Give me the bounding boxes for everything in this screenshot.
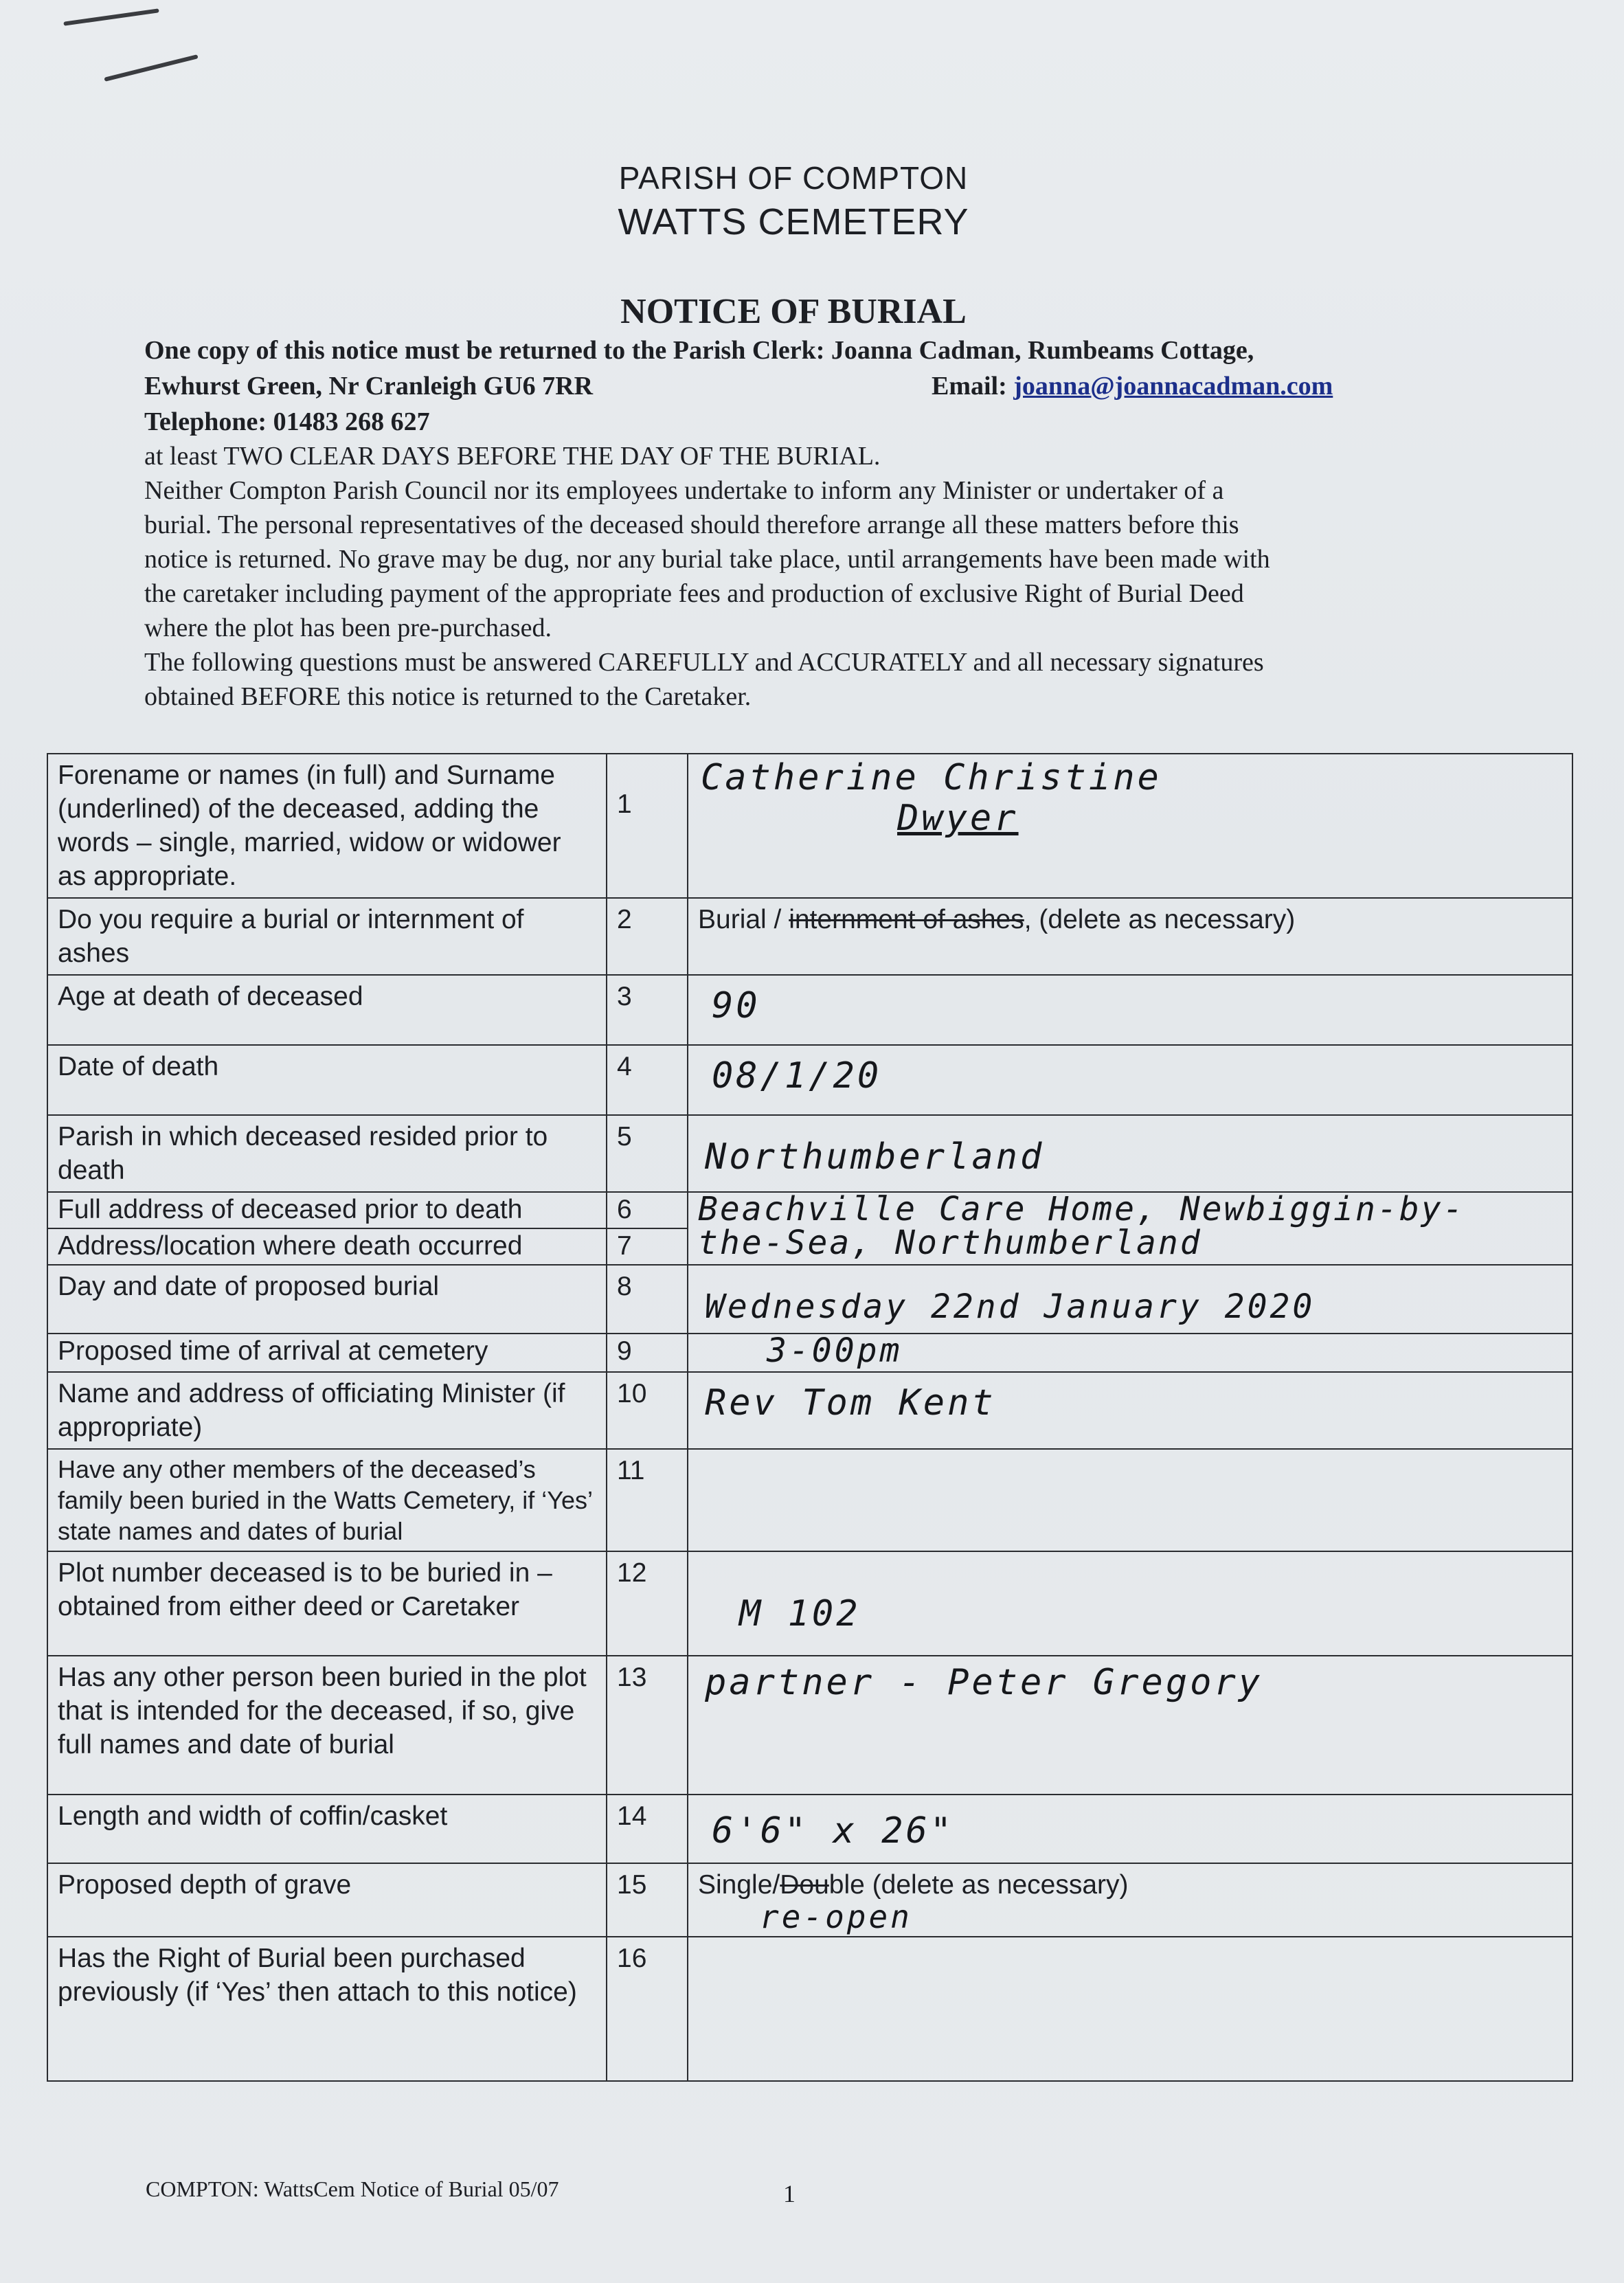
table-row [47, 1334, 1572, 1372]
row-number: 14 [607, 1795, 688, 1863]
question-cell: Forename or names (in full) and Surname (underlined) of the deceased, adding the words – single, married, widow or widower as appropriate. [47, 754, 607, 898]
handwritten-answer: Northumberland [705, 1136, 1045, 1178]
table-row [47, 1265, 1572, 1334]
table-row [47, 1656, 1572, 1795]
page-number: 1 [783, 2180, 796, 2207]
email-row [932, 371, 1333, 401]
instruction-line: The following questions must be answered CAREFULLY and ACCURATELY and all necessary signatures [144, 648, 1264, 677]
instruction-line: at least TWO CLEAR DAYS BEFORE THE DAY OF THE BURIAL. [144, 442, 881, 471]
handwritten-answer: 90 [712, 985, 760, 1026]
answer-cell[interactable] [688, 1331, 1572, 1372]
answer-cell[interactable] [688, 1863, 1572, 1937]
printed-option: Burial / [698, 905, 789, 934]
question-cell: Proposed depth of grave [47, 1863, 607, 1937]
row-number: 9 [607, 1334, 688, 1372]
question-cell: Full address of deceased prior to death [47, 1192, 607, 1228]
answer-cell[interactable] [688, 754, 1572, 898]
question-cell: Parish in which deceased resided prior to death [47, 1115, 607, 1192]
table-row [47, 1192, 1572, 1228]
row-number: 4 [607, 1045, 688, 1115]
question-cell: Address/location where death occurred [47, 1228, 607, 1265]
table-row [47, 1863, 1572, 1937]
handwritten-answer: M 102 [739, 1593, 861, 1634]
notice-title: NOTICE OF BURIAL [620, 292, 967, 331]
answer-cell[interactable] [688, 898, 1572, 975]
struck-option: Dou [780, 1870, 829, 1900]
handwritten-forenames: Catherine Christine [701, 757, 1162, 798]
row-number: 11 [607, 1449, 688, 1551]
instruction-line: where the plot has been pre-purchased. [144, 614, 552, 642]
handwritten-answer: Wednesday 22nd January 2020 [705, 1287, 1316, 1326]
handwritten-answer: Rev Tom Kent [705, 1382, 996, 1424]
handwritten-answer: partner - Peter Gregory [705, 1662, 1263, 1703]
table-row [47, 754, 1572, 898]
answer-cell[interactable] [688, 1045, 1572, 1115]
question-cell: Plot number deceased is to be buried in – obtained from either deed or Caretaker [47, 1551, 607, 1656]
row-number: 7 [607, 1228, 688, 1265]
answer-cell[interactable] [688, 1795, 1572, 1863]
handwritten-answer: re-open [760, 1898, 912, 1935]
row-number: 12 [607, 1551, 688, 1656]
row-number: 2 [607, 898, 688, 975]
handwritten-answer: the-Sea, Northumberland [698, 1224, 1202, 1262]
question-cell: Length and width of coffin/casket [47, 1795, 607, 1863]
question-cell: Date of death [47, 1045, 607, 1115]
instruction-line: burial. The personal representatives of the deceased should therefore arrange all these matters before this [144, 510, 1239, 539]
instruction-line: the caretaker including payment of the appropriate fees and production of exclusive Right of Burial Deed [144, 579, 1244, 608]
row-number: 13 [607, 1656, 688, 1795]
email-link[interactable]: joanna@joannacadman.com [1013, 372, 1333, 401]
handwritten-answer: 6'6" x 26" [712, 1810, 955, 1852]
instruction-line: Neither Compton Parish Council nor its employees undertake to inform any Minister or undertaker of a [144, 476, 1224, 505]
row-number: 10 [607, 1372, 688, 1449]
answer-cell[interactable] [688, 1372, 1572, 1449]
struck-option: internment of ashes [789, 905, 1024, 934]
burial-form-table [47, 753, 1573, 2082]
printed-option: , (delete as necessary) [1024, 905, 1296, 934]
answer-cell[interactable] [688, 1937, 1572, 2081]
telephone-line: Telephone: 01483 268 627 [144, 407, 430, 436]
row-number: 3 [607, 975, 688, 1045]
footer-reference: COMPTON: WattsCem Notice of Burial 05/07 [146, 2177, 559, 2201]
row-number: 15 [607, 1863, 688, 1937]
question-cell: Age at death of deceased [47, 975, 607, 1045]
row-number: 5 [607, 1115, 688, 1192]
printed-option-row [698, 1868, 1562, 1902]
handwritten-surname: Dwyer [897, 798, 1019, 839]
row-number: 8 [607, 1265, 688, 1334]
question-cell: Proposed time of arrival at cemetery [47, 1334, 607, 1372]
handwritten-answer: Beachville Care Home, Newbiggin-by- [698, 1190, 1465, 1228]
handwritten-answer: 08/1/20 [712, 1055, 882, 1096]
answer-cell[interactable] [688, 1656, 1572, 1795]
cemetery-heading: WATTS CEMETERY [618, 201, 969, 243]
printed-option: Single/ [698, 1870, 780, 1900]
answer-cell[interactable] [688, 1449, 1572, 1551]
row-number: 16 [607, 1937, 688, 2081]
parish-heading: PARISH OF COMPTON [618, 160, 969, 196]
instruction-line: notice is returned. No grave may be dug, nor any burial take place, until arrangements have been made with [144, 545, 1270, 574]
email-label: Email: [932, 372, 1007, 401]
question-cell: Has any other person been buried in the plot that is intended for the deceased, if so, give full names and date of burial [47, 1656, 607, 1795]
row-number: 6 [607, 1192, 688, 1228]
table-row [47, 1372, 1572, 1449]
table-row [47, 1937, 1572, 2081]
question-cell: Has the Right of Burial been purchased previously (if ‘Yes’ then attach to this notice) [47, 1937, 607, 2081]
clerk-address-line: One copy of this notice must be returned to the Parish Clerk: Joanna Cadman, Rumbeams Cottage, [144, 336, 1254, 365]
question-cell: Name and address of officiating Minister (if appropriate) [47, 1372, 607, 1449]
question-cell: Have any other members of the deceased’s family been buried in the Watts Cemetery, if ‘Yes’ state names and dates of burial [47, 1449, 607, 1551]
answer-cell[interactable] [688, 1265, 1572, 1334]
printed-option: ble (delete as necessary) [828, 1870, 1129, 1900]
question-cell: Do you require a burial or internment of ashes [47, 898, 607, 975]
answer-cell[interactable] [688, 1551, 1572, 1656]
table-row [47, 1045, 1572, 1115]
handwritten-answer: 3-00pm [767, 1331, 903, 1370]
table-row [47, 898, 1572, 975]
answer-cell[interactable] [688, 975, 1572, 1045]
answer-cell[interactable] [688, 1192, 1572, 1265]
table-row [47, 975, 1572, 1045]
answer-cell[interactable] [688, 1115, 1572, 1192]
table-row [47, 1115, 1572, 1192]
row-number: 1 [607, 754, 688, 898]
clerk-address-line-2: Ewhurst Green, Nr Cranleigh GU6 7RR [144, 372, 594, 401]
table-row [47, 1449, 1572, 1551]
instruction-line: obtained BEFORE this notice is returned to the Caretaker. [144, 682, 752, 711]
table-row [47, 1795, 1572, 1863]
question-cell: Day and date of proposed burial [47, 1265, 607, 1334]
table-row [47, 1551, 1572, 1656]
